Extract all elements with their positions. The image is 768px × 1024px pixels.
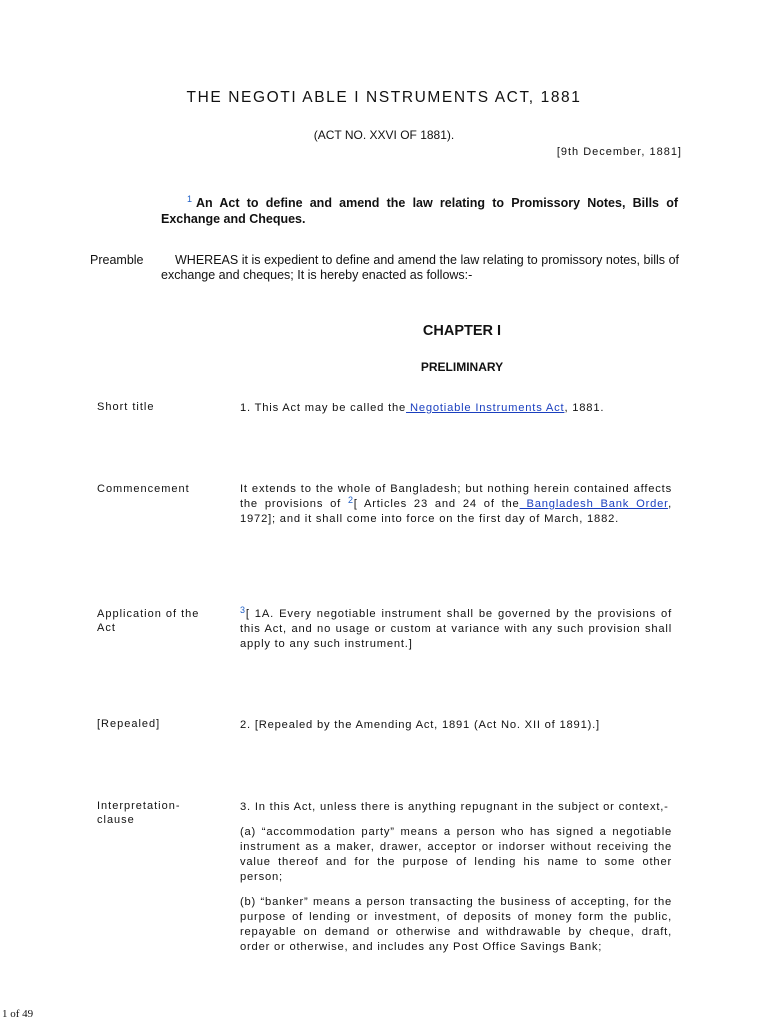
- side-note-short-title: Short title: [97, 401, 155, 413]
- section-application: [240, 607, 672, 652]
- section-text: It extends to the whole of Bangladesh; but nothing herein contained affects the provisions of: [240, 483, 672, 510]
- section-text: [ 1A. Every negotiable instrument shall be governed by the provisions of this Act, and no usage or custom at variance with any such provision shall apply to any such instrument.]: [240, 608, 672, 650]
- long-title: [161, 196, 678, 227]
- paragraph: (a) “accommodation party” means a person who has signed a negotiable instrument as a maker, drawer, acceptor or indorser without receiving the value thereof and for the purpose of lending his name to some other person;: [240, 826, 672, 883]
- paragraph: (b) “banker” means a person transacting the business of accepting, for the purpose of lending or investment, of deposits of money form the public, repayable on demand or otherwise and withdrawable by cheque, draft, order or otherwise, and includes any Post Office Savings Bank;: [240, 896, 672, 953]
- section-short-title: [240, 401, 672, 416]
- paragraph: 3. In this Act, unless there is anything repugnant in the subject or context,-: [240, 801, 669, 813]
- preamble-text: WHEREAS it is expedient to define and amend the law relating to promissory notes, bills of exchange and cheques; It is hereby enacted as follows:-: [161, 253, 679, 282]
- section-text: [ Articles 23 and 24 of the: [353, 498, 520, 510]
- footnote-marker[interactable]: 1: [187, 194, 193, 204]
- side-note-interpretation: Interpretation-clause: [97, 800, 181, 826]
- section-text: 1. This Act may be called the: [240, 402, 407, 414]
- preamble-label: Preamble: [90, 253, 144, 267]
- section-text: , 1972]; and it shall come into force on the first day of March, 1882.: [240, 498, 672, 525]
- page-number: 1 of 49: [2, 1008, 34, 1020]
- document-title: THE NEGOTI ABLE I NSTRUMENTS ACT, 1881: [186, 89, 582, 106]
- act-link[interactable]: Negotiable Instruments Act: [406, 402, 565, 414]
- side-note-application: Application of the Act: [97, 608, 200, 634]
- footnote-marker[interactable]: 3: [240, 605, 246, 615]
- long-title-text: An Act to define and amend the law relating to Promissory Notes, Bills of Exchange and Cheques.: [161, 196, 678, 226]
- footnote-marker[interactable]: 2: [347, 495, 354, 505]
- act-number: (ACT NO. XXVI OF 1881).: [313, 128, 455, 142]
- section-interpretation: [240, 800, 672, 965]
- section-text: , 1881.: [564, 402, 605, 414]
- section-repealed: 2. [Repealed by the Amending Act, 1891 (Act No. XII of 1891).]: [240, 719, 600, 731]
- section-commencement: [240, 482, 672, 527]
- chapter-title: CHAPTER I: [422, 323, 502, 339]
- side-note-repealed: [Repealed]: [97, 718, 161, 730]
- side-note-commencement: Commencement: [97, 483, 190, 495]
- bangladesh-bank-order-link[interactable]: Bangladesh Bank Order: [519, 498, 669, 510]
- chapter-subtitle: PRELIMINARY: [420, 360, 504, 374]
- act-date: [9th December, 1881]: [556, 146, 682, 158]
